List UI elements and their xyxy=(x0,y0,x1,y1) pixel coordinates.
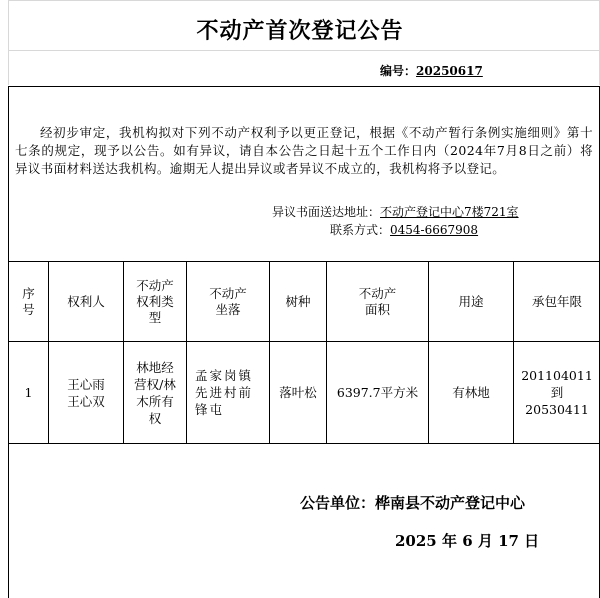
objection-address xyxy=(272,203,519,221)
contact-info xyxy=(330,221,478,239)
header-term: 承包年限 xyxy=(531,293,582,309)
grid-line xyxy=(8,0,600,1)
contact-label: 联系方式： xyxy=(330,223,391,237)
objection-address-value: 不动产登记中心7楼721室 xyxy=(380,205,519,219)
header-right-type: 不动产 权利类 型 xyxy=(136,277,174,325)
row-index: 1 xyxy=(24,385,33,400)
row-right-type: 林地经 营权/林 木所有 权 xyxy=(134,359,176,426)
header-tree: 树种 xyxy=(285,293,311,309)
header-use: 用途 xyxy=(458,293,484,309)
notice-body: 经初步审定，我机构拟对下列不动产权利予以更正登记，根据《不动产暂行条例实施细则》第十七条的规定，现予以公告。如有异议，请自本公告之日起十五个工作日内（2024年7月8日之前）将异议书面材料送达我机构。逾期无人提出异议或者异议不成立的，我机构将予以登记。 xyxy=(15,125,593,176)
notice-number xyxy=(380,62,483,79)
notice-number-label: 编号： xyxy=(380,64,417,78)
header-index: 序 号 xyxy=(22,285,35,317)
header-location: 不动产 坐落 xyxy=(209,285,247,317)
contact-value: 0454-6667908 xyxy=(390,223,479,237)
objection-address-label: 异议书面送达地址： xyxy=(272,205,381,219)
row-holders: 王心雨 王心双 xyxy=(67,376,105,409)
header-area: 不动产 面积 xyxy=(358,285,397,317)
row-area: 6397.7平方米 xyxy=(336,385,419,400)
row-location: 孟家岗镇 先进村前 锋屯 xyxy=(195,368,254,417)
row-use: 有林地 xyxy=(452,385,490,400)
issuing-organization: 公告单位：桦南县不动产登记中心 xyxy=(300,494,526,512)
notice-number-value: 20250617 xyxy=(416,64,483,78)
row-tree: 落叶松 xyxy=(279,385,317,400)
page-title: 不动产首次登记公告 xyxy=(196,18,404,44)
row-term: 201104011 到 20530411 xyxy=(521,368,593,417)
notice-date: 2025 年 6 月 17 日 xyxy=(395,532,540,550)
header-holder: 权利人 xyxy=(67,293,105,309)
frame-top xyxy=(8,86,600,87)
grid-line xyxy=(8,50,600,51)
table-bottom-line xyxy=(8,443,600,444)
